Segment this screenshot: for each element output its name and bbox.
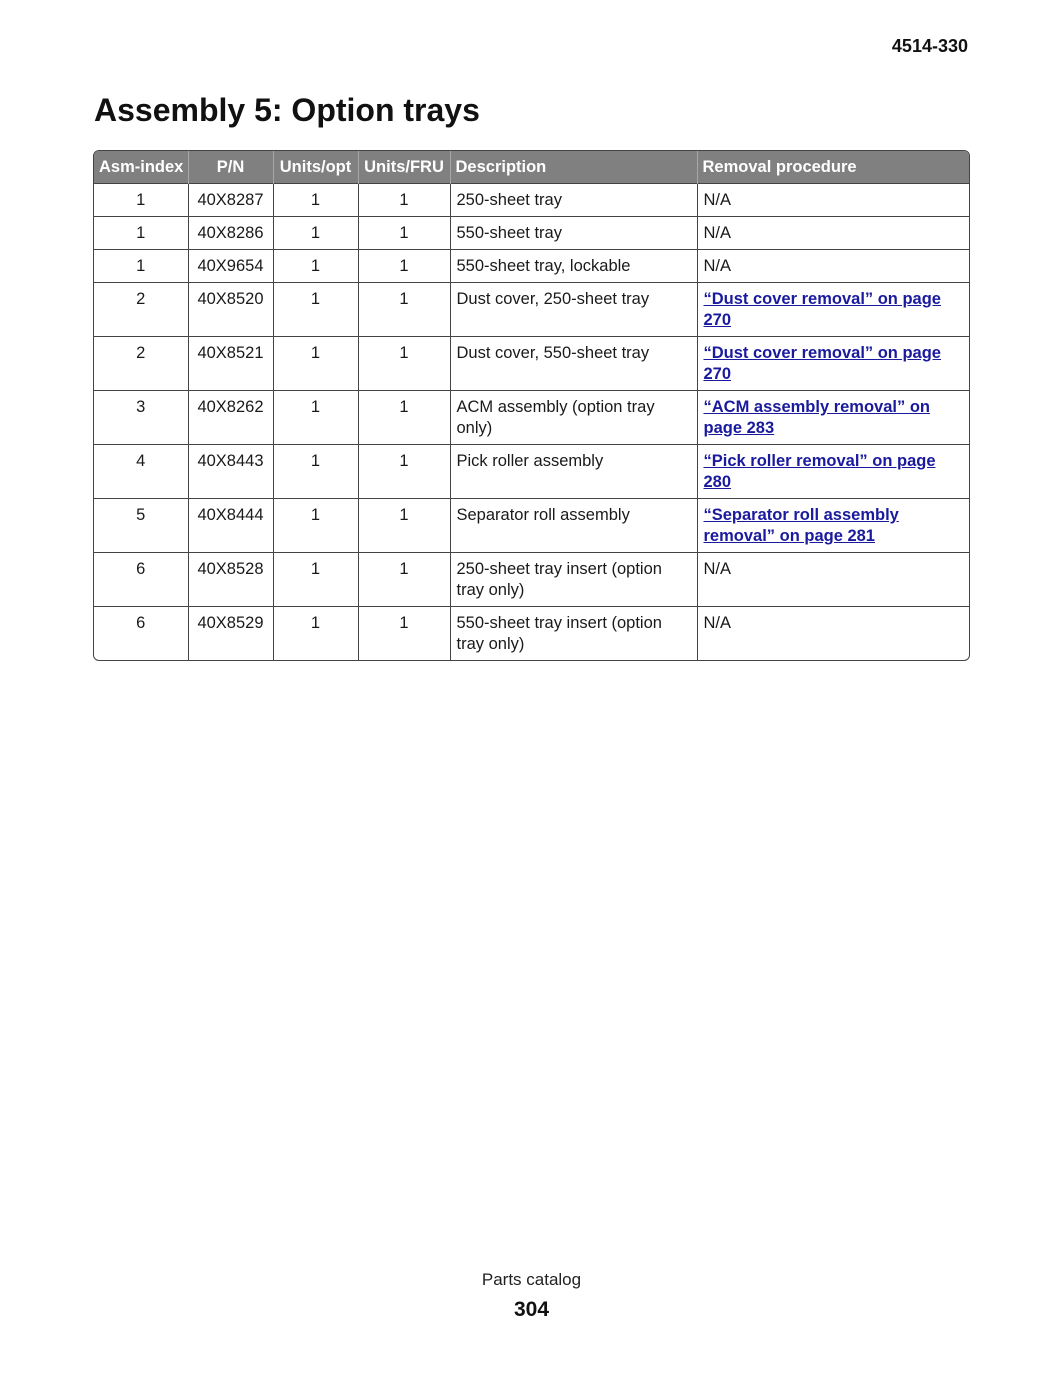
- part-number-cell: 40X8444: [188, 499, 273, 553]
- part-number-cell: 40X9654: [188, 250, 273, 283]
- part-number-cell: 40X8262: [188, 391, 273, 445]
- units-fru-cell: 1: [358, 499, 450, 553]
- asm-index-cell: 1: [94, 184, 188, 217]
- pick-roller-removal-link[interactable]: “Pick roller removal” on page 280: [703, 452, 936, 491]
- dust-cover-removal-link[interactable]: “Dust cover removal” on page 270: [703, 290, 941, 329]
- asm-index-cell: 2: [94, 283, 188, 337]
- removal-cell: [697, 391, 969, 445]
- asm-index-cell: 3: [94, 391, 188, 445]
- description-cell: 550-sheet tray insert (option tray only): [450, 607, 697, 661]
- footer-section-label: Parts catalog: [481, 1270, 582, 1289]
- asm-index-cell: 1: [94, 217, 188, 250]
- page-title: Assembly 5: Option trays: [94, 92, 480, 128]
- units-opt-cell: 1: [273, 283, 358, 337]
- units-opt-cell: 1: [273, 217, 358, 250]
- table-row: [94, 184, 969, 217]
- description-cell: Dust cover, 250-sheet tray: [450, 283, 697, 337]
- description-cell: ACM assembly (option tray only): [450, 391, 697, 445]
- column-header-units-opt: Units/opt: [273, 151, 358, 184]
- units-fru-cell: 1: [358, 283, 450, 337]
- units-opt-cell: 1: [273, 607, 358, 661]
- units-opt-cell: 1: [273, 250, 358, 283]
- units-fru-cell: 1: [358, 184, 450, 217]
- document-id: 4514-330: [891, 36, 968, 56]
- description-cell: 250-sheet tray: [450, 184, 697, 217]
- dust-cover-removal-link[interactable]: “Dust cover removal” on page 270: [703, 344, 941, 383]
- units-fru-cell: 1: [358, 250, 450, 283]
- units-fru-cell: 1: [358, 445, 450, 499]
- asm-index-cell: 4: [94, 445, 188, 499]
- table-row: [94, 445, 969, 499]
- description-cell: Dust cover, 550-sheet tray: [450, 337, 697, 391]
- acm-assembly-removal-link[interactable]: “ACM assembly removal” on page 283: [703, 398, 930, 437]
- units-fru-cell: 1: [358, 391, 450, 445]
- column-header-asm-index: Asm-index: [94, 151, 188, 184]
- removal-cell: N/A: [697, 184, 969, 217]
- table-row: [94, 337, 969, 391]
- units-opt-cell: 1: [273, 499, 358, 553]
- description-cell: Pick roller assembly: [450, 445, 697, 499]
- description-cell: 550-sheet tray: [450, 217, 697, 250]
- table-header-row: [94, 151, 969, 184]
- table-row: [94, 217, 969, 250]
- description-cell: Separator roll assembly: [450, 499, 697, 553]
- units-fru-cell: 1: [358, 217, 450, 250]
- column-header-units-fru: Units/FRU: [358, 151, 450, 184]
- column-header-description: Description: [450, 151, 697, 184]
- description-cell: 550-sheet tray, lockable: [450, 250, 697, 283]
- part-number-cell: 40X8520: [188, 283, 273, 337]
- column-header-removal-procedure: Removal procedure: [697, 151, 969, 184]
- part-number-cell: 40X8521: [188, 337, 273, 391]
- units-opt-cell: 1: [273, 391, 358, 445]
- table-row: [94, 391, 969, 445]
- units-opt-cell: 1: [273, 184, 358, 217]
- table-row: [94, 607, 969, 661]
- removal-cell: [697, 337, 969, 391]
- removal-cell: [697, 445, 969, 499]
- removal-cell: [697, 283, 969, 337]
- units-opt-cell: 1: [273, 553, 358, 607]
- units-opt-cell: 1: [273, 337, 358, 391]
- asm-index-cell: 1: [94, 250, 188, 283]
- removal-cell: N/A: [697, 250, 969, 283]
- removal-cell: N/A: [697, 607, 969, 661]
- separator-roll-assembly-removal-link[interactable]: “Separator roll assembly removal” on page 281: [703, 506, 899, 545]
- removal-cell: [697, 499, 969, 553]
- asm-index-cell: 6: [94, 553, 188, 607]
- units-opt-cell: 1: [273, 445, 358, 499]
- parts-table: [93, 150, 970, 661]
- table-row: [94, 283, 969, 337]
- removal-cell: N/A: [697, 553, 969, 607]
- table-row: [94, 499, 969, 553]
- asm-index-cell: 5: [94, 499, 188, 553]
- units-fru-cell: 1: [358, 553, 450, 607]
- column-header-pn: P/N: [188, 151, 273, 184]
- table-row: [94, 250, 969, 283]
- asm-index-cell: 2: [94, 337, 188, 391]
- part-number-cell: 40X8286: [188, 217, 273, 250]
- removal-cell: N/A: [697, 217, 969, 250]
- part-number-cell: 40X8528: [188, 553, 273, 607]
- table-row: [94, 553, 969, 607]
- part-number-cell: 40X8529: [188, 607, 273, 661]
- units-fru-cell: 1: [358, 607, 450, 661]
- part-number-cell: 40X8287: [188, 184, 273, 217]
- part-number-cell: 40X8443: [188, 445, 273, 499]
- units-fru-cell: 1: [358, 337, 450, 391]
- page-number: 304: [513, 1298, 550, 1321]
- asm-index-cell: 6: [94, 607, 188, 661]
- description-cell: 250-sheet tray insert (option tray only): [450, 553, 697, 607]
